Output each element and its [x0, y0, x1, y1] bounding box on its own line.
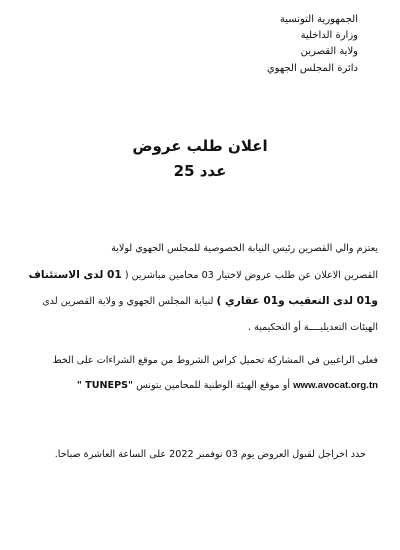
body-line-1: يعتزم والي القصرين رئيس النيابة الخصوصية للمجلس الجهوي لولاية [111, 243, 378, 254]
tuneps-label: " TUNEPS" [76, 380, 134, 391]
body-line-6 [77, 380, 378, 392]
body-line-5: فعلى الراغبين في المشاركة تحميل كراس الشروط من موقع الشراءات على الخط [52, 355, 378, 366]
document-title: اعلان طلب عروض [132, 137, 268, 155]
header-ministry: وزارة الداخلية [300, 30, 358, 41]
body-line-3 [42, 295, 378, 308]
header-council: دائرة المجلس الجهوي [266, 63, 358, 74]
body-line-2 [29, 269, 378, 282]
body-line-2-text: القصرين الاعلان عن طلب عروض لاختيار 03 محامين مباشرين ( [121, 270, 378, 281]
document-number: عدد 25 [173, 162, 227, 180]
body-line-3-bold: و01 لدى التعقيب و01 عقاري ) [216, 295, 378, 307]
header-republic: الجمهورية التونسية [279, 14, 358, 25]
body-line-2-bold: 01 لدى الاستئناف [28, 269, 122, 281]
header-governorate: ولاية القصرين [300, 46, 358, 57]
body-line-6-text: أو موقع الهيئة الوطنية للمحامين بتونس [133, 380, 294, 391]
body-line-3-text: لنيابة المجلس الجهوي و ولاية القصرين لدى [42, 296, 217, 307]
deadline-line: حدد اخراجل لقبول العروض يوم 03 نوفمبر 2022 على الساعة العاشرة صباحا. [54, 449, 366, 460]
avocat-website: www.avocat.org.tn [293, 380, 378, 391]
body-line-4: الهيئات التعديليــــة أو التحكيمية . [247, 322, 378, 333]
